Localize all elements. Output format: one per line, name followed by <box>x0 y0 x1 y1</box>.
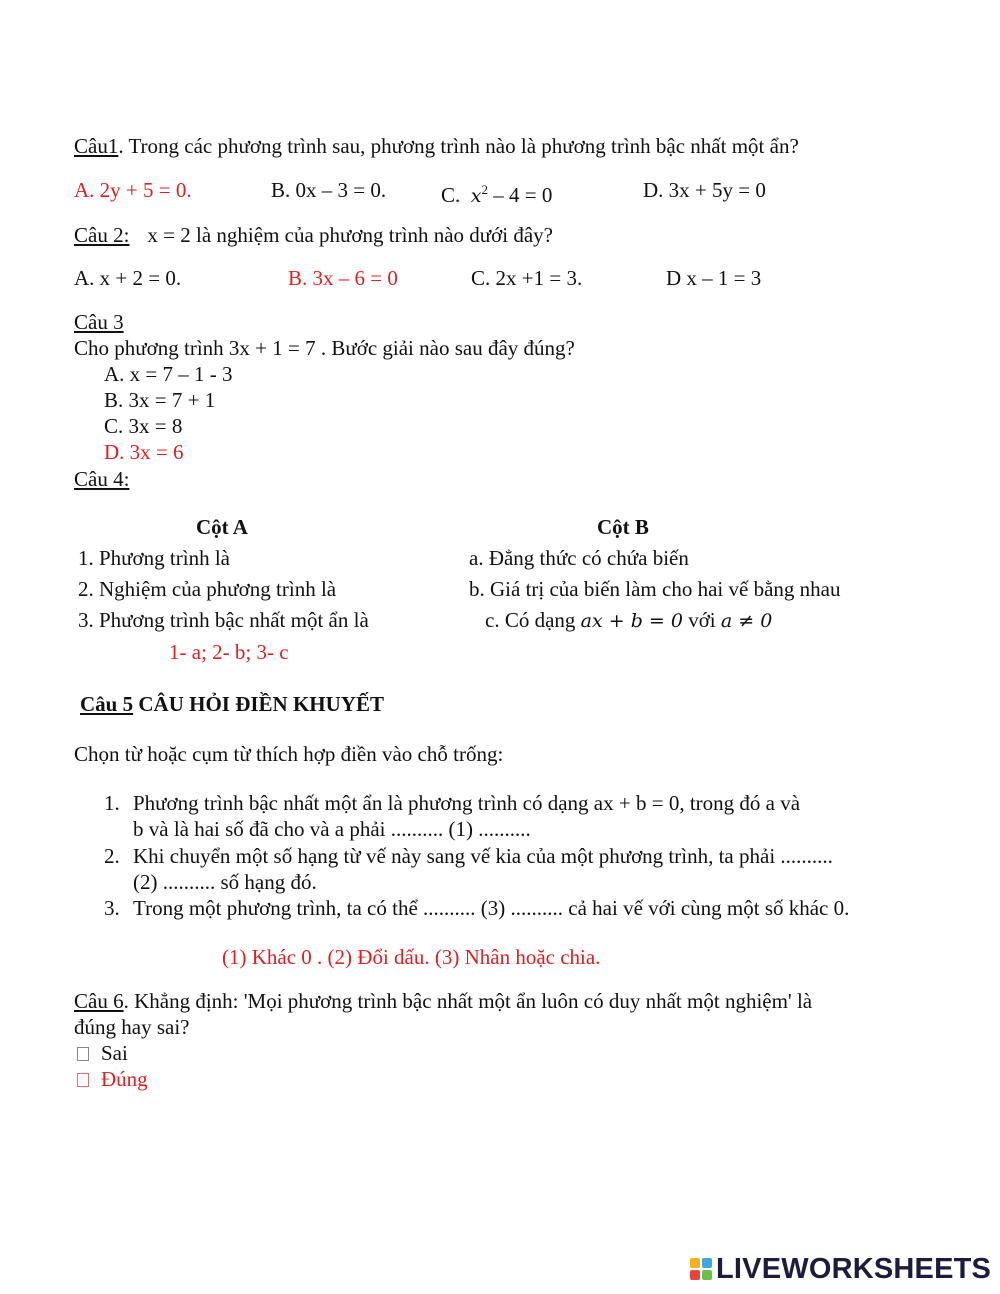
q4-col-b-item-c: c. Có dạng ax + b = 0 với a ≠ 0 <box>485 608 773 632</box>
q2-text: x = 2 là nghiệm của phương trình nào dưới đây? <box>147 223 553 247</box>
q5-title: CÂU HỎI ĐIỀN KHUYẾT <box>133 692 384 716</box>
q5-instruction: Chọn từ hoặc cụm từ thích hợp điền vào chỗ trống: <box>74 742 504 766</box>
q5-label: Câu 5 <box>80 692 134 716</box>
q5-item-line: b và là hai số đã cho và a phải .......... (1) .......... <box>133 817 531 841</box>
q1-option-d[interactable]: D. 3x + 5y = 0 <box>643 178 766 202</box>
logo-mark-icon <box>690 1258 712 1280</box>
q3-option-d[interactable]: D. 3x = 6 <box>104 440 184 464</box>
q4-col-b-header: Cột B <box>597 515 649 539</box>
q4-col-b-item-a: a. Đẳng thức có chứa biến <box>469 546 689 570</box>
q3-text: Cho phương trình 3x + 1 = 7 . Bước giải nào sau đây đúng? <box>74 336 575 360</box>
q4-col-a-item-3: 3. Phương trình bậc nhất một ẩn là <box>78 608 369 632</box>
q5-item-line: (2) .......... số hạng đó. <box>133 870 317 894</box>
q2-option-c[interactable]: C. 2x +1 = 3. <box>471 266 583 290</box>
q5-item-line: Trong một phương trình, ta có thể .......... (3) .......... cả hai vế với cùng một số khác 0. <box>133 896 850 920</box>
q3-option-a[interactable]: A. x = 7 – 1 - 3 <box>104 362 233 386</box>
q5-heading <box>80 691 384 717</box>
brand-name: LIVEWORKSHEETS <box>716 1253 992 1285</box>
q5-item-num: 1. <box>104 791 120 815</box>
q4-col-a-header: Cột A <box>196 515 248 539</box>
q4-label: Câu 4: <box>74 467 130 491</box>
q3-option-c[interactable]: C. 3x = 8 <box>104 414 183 438</box>
q4-col-a-item-1: 1. Phương trình là <box>78 546 230 570</box>
q2-option-d[interactable]: D x – 1 = 3 <box>666 266 762 290</box>
q1-option-b[interactable]: B. 0x – 3 = 0. <box>271 178 387 202</box>
q2-option-b[interactable]: B. 3x – 6 = 0 <box>288 266 398 290</box>
q4-col-a-item-2: 2. Nghiệm của phương trình là <box>78 577 337 601</box>
q2-option-a[interactable]: A. x + 2 = 0. <box>74 266 182 290</box>
checkbox[interactable] <box>77 1047 89 1061</box>
q6-text: . Khẳng định: 'Mọi phương trình bậc nhất một ẩn luôn có duy nhất một nghiệm' là <box>123 989 813 1013</box>
q2-prompt <box>74 222 553 248</box>
q6-prompt <box>74 988 812 1014</box>
q5-item-line: Phương trình bậc nhất một ẩn là phương trình có dạng ax + b = 0, trong đó a và <box>133 791 801 815</box>
q4-col-b-item-b: b. Giá trị của biến làm cho hai vế bằng nhau <box>469 577 841 601</box>
q1-option-a[interactable]: A. 2y + 5 = 0. <box>74 178 192 202</box>
q6-option-sai[interactable]: Sai <box>77 1040 128 1066</box>
q5-answer[interactable]: (1) Khác 0 . (2) Đổi dấu. (3) Nhân hoặc chia. <box>222 945 601 969</box>
q5-item-num: 3. <box>104 896 120 920</box>
q3-label: Câu 3 <box>74 310 124 334</box>
q4-answer[interactable]: 1- a; 2- b; 3- c <box>169 640 289 664</box>
checkbox[interactable] <box>77 1073 89 1087</box>
q1-label: Câu1 <box>74 134 119 158</box>
q6-label: Câu 6 <box>74 989 124 1013</box>
q3-option-b[interactable]: B. 3x = 7 + 1 <box>104 388 216 412</box>
q6-option-dung[interactable]: Đúng <box>77 1066 148 1092</box>
q1-option-c[interactable]: C. $x^2 - 4 = 0$ <box>441 182 553 207</box>
q1-text: . Trong các phương trình sau, phương trình nào là phương trình bậc nhất một ẩn? <box>118 134 799 158</box>
q5-item-line: Khi chuyển một số hạng từ vế này sang vế kia của một phương trình, ta phải .......... <box>133 844 833 868</box>
liveworksheets-logo <box>690 1253 991 1285</box>
q2-label: Câu 2: <box>74 223 130 247</box>
q5-item-num: 2. <box>104 844 120 868</box>
q1-prompt <box>74 133 799 159</box>
q6-text-cont: đúng hay sai? <box>74 1015 190 1039</box>
